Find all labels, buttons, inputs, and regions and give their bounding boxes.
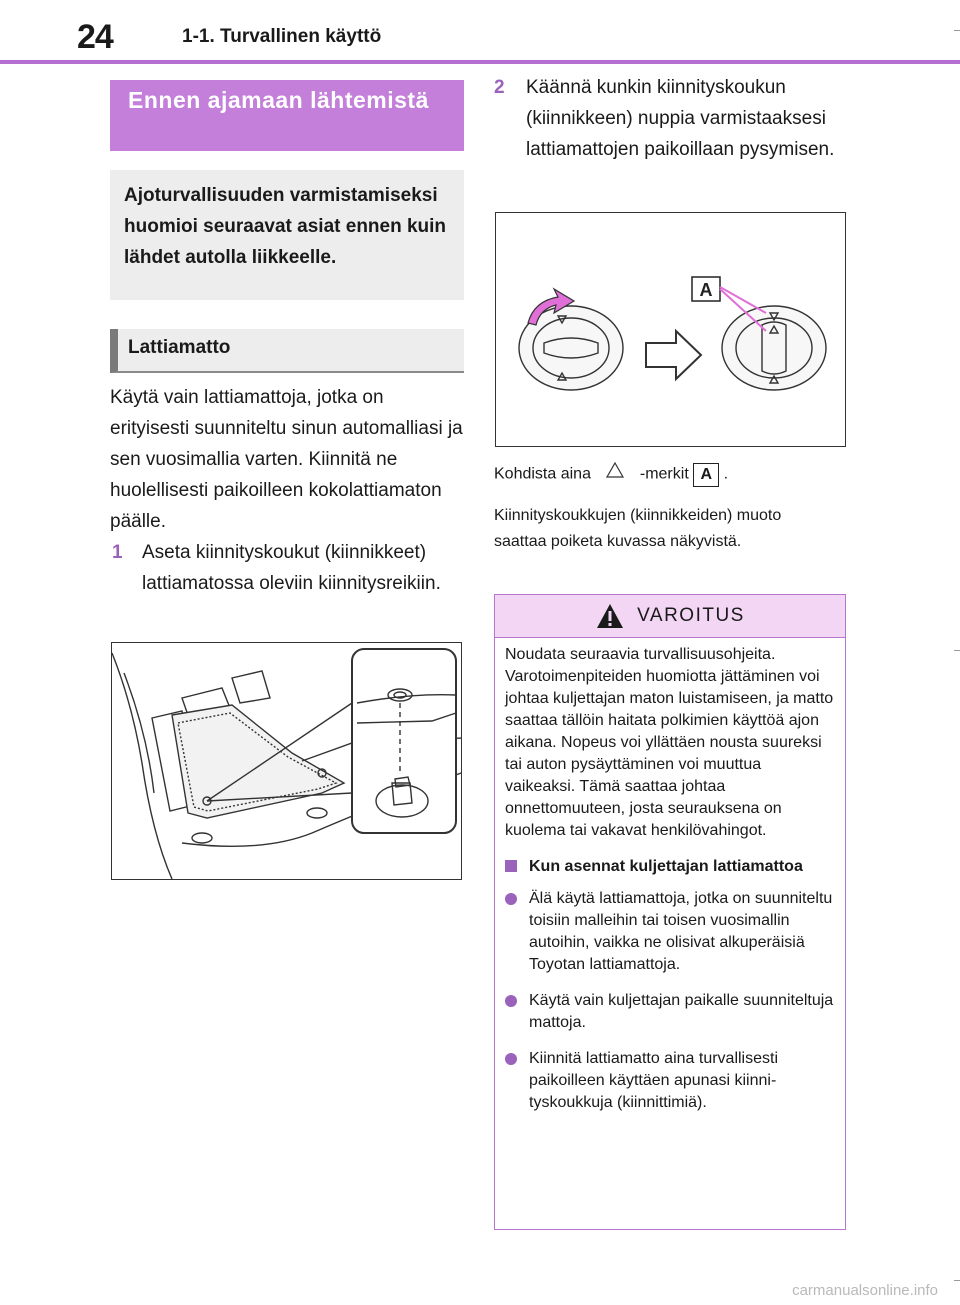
caption-label-a: A: [693, 463, 719, 487]
round-bullet-icon: [505, 1053, 517, 1065]
caption-text-after: -merkit: [639, 465, 689, 483]
floor-mat-illustration: [112, 643, 461, 879]
footer-watermark: carmanualsonline.info: [792, 1282, 938, 1299]
crop-tick: [954, 30, 960, 31]
warning-triangle-icon: [595, 602, 625, 630]
triangle-mark-icon: [595, 461, 635, 488]
hook-rotation-figure: [495, 212, 846, 447]
intro-box: Ajoturvallisuuden varmistamiseksi huomioi seuraavat asiat ennen kuin lähdet autolla liikkeelle.: [110, 170, 464, 300]
warning-subheading: [505, 856, 835, 878]
warning-item: [505, 990, 835, 1034]
warning-paragraph: Noudata seuraavia turvallisuusohjeita. Varotoimenpiteiden huomiotta jättäminen voi johtaa kuljettajan maton luistamiseen, ja matto saattaa tällöin haitata polkimien käyttöä ajon aikana. Nopeus voi yllättäen nousta suureksi tai auton pysäyttäminen voi muuttua vaikeaksi. Tämä saattaa johtaa onnettomuuteen, josta seurauksena on kuolema tai vakavat henkilövahingot.: [505, 646, 834, 839]
round-bullet-icon: [505, 995, 517, 1007]
floor-mat-figure: [111, 642, 462, 880]
warning-header: [495, 595, 845, 638]
warning-body: [495, 638, 845, 1114]
sub-heading-floor-mat: Lattiamatto: [110, 329, 464, 373]
page-number: 24: [77, 18, 113, 56]
step-1-number: 1: [112, 542, 123, 563]
warning-item-text: Käytä vain kuljettajan paikalle suunniteltuja mattoja.: [529, 992, 834, 1031]
section-title: Ennen ajamaan lähtemistä: [110, 80, 464, 151]
warning-box: [494, 594, 846, 1230]
warning-title: VAROITUS: [637, 605, 745, 626]
caption-text-end: .: [723, 465, 729, 483]
round-bullet-icon: [505, 893, 517, 905]
running-head: 1-1. Turvallinen käyttö: [182, 26, 382, 47]
warning-item-text: Älä käytä lattiamattoja, jotka on suunniteltu toisiin malleihin tai toisen vuosimallin autoihin, vaikka ne olisivat alkuperäisiä Toyotan lattiamattoja.: [529, 890, 833, 973]
caption-text-before: Kohdista aina: [494, 465, 591, 483]
warning-item-text: Kiinnitä lattiamatto aina turvallisesti paikoilleen käyttäen apunasi kiinnityskoukkuja (kiinnittimiä).: [529, 1050, 779, 1111]
header-rule: [0, 60, 960, 64]
step-2-number: 2: [494, 77, 505, 98]
svg-text:A: A: [699, 280, 713, 300]
hook-shape-note: Kiinnityskoukkujen (kiinnikkeiden) muoto saattaa poiketa kuvassa näkyvistä.: [494, 507, 782, 550]
warning-subheading-text: Kun asennat kuljettajan lattiamattoa: [529, 858, 803, 875]
floor-mat-paragraph: Käytä vain lattiamattoja, jotka on erityisesti suunniteltu sinun automalliasi ja sen vuosimallia varten. Kiinnitä ne huolellisesti paikoilleen kokolattiamaton päälle.: [110, 387, 463, 532]
warning-item: [505, 1048, 835, 1114]
warning-item: [505, 888, 835, 976]
crop-tick: [954, 650, 960, 651]
step-2-text: Käännä kunkin kiinnityskoukun (kiinnikkeen) nuppia varmistaaksesi lattiamattojen paikoillaan pysymisen.: [526, 77, 835, 160]
crop-tick: [954, 1280, 960, 1281]
step-1-text: Aseta kiinnityskoukut (kiinnikkeet) lattiamatossa oleviin kiinnitysreikiin.: [142, 542, 441, 594]
hook-rotation-illustration: [496, 213, 845, 446]
alignment-caption: [494, 461, 846, 488]
square-bullet-icon: [505, 860, 517, 872]
